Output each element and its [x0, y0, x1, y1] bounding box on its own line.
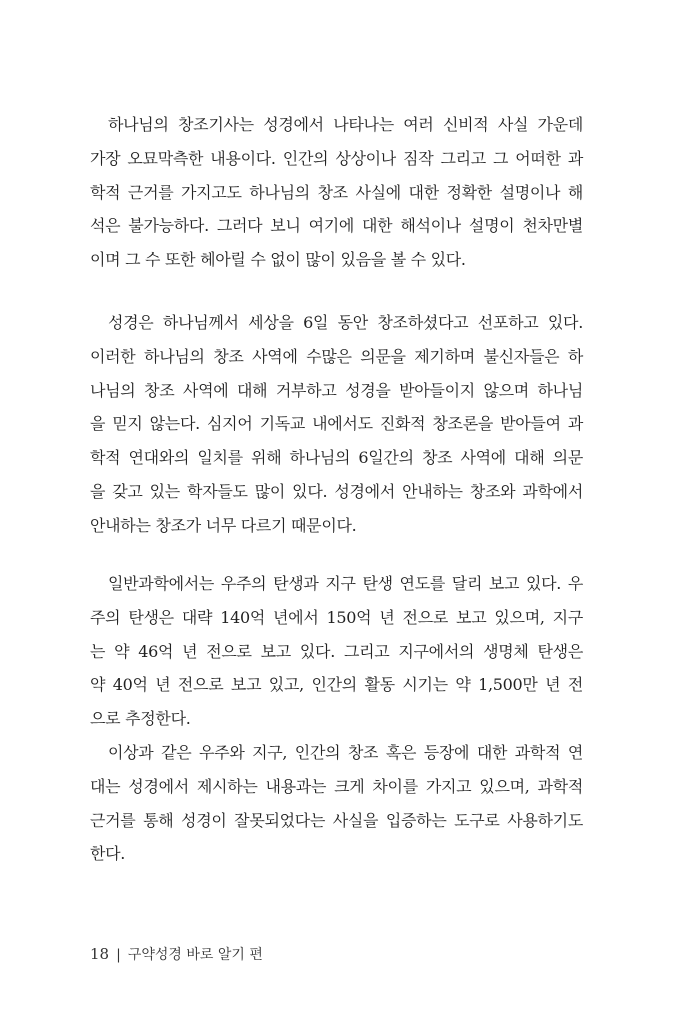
- paragraph-4: [90, 736, 583, 871]
- paragraph-line: 안내하는 창조가 너무 다르기 때문이다.: [90, 515, 357, 535]
- paragraph-line: 하나님의 창조기사는 성경에서 나타나는 여러 신비적 사실 가운데: [108, 115, 583, 134]
- page-number: 18: [90, 945, 110, 963]
- paragraph-line: 을 갖고 있는 학자들도 많이 있다. 성경에서 안내하는 창조와 과학에서: [90, 481, 583, 501]
- paragraph-line: 주의 탄생은 대략 140억 년에서 150억 년 전으로 보고 있으며, 지구: [90, 607, 583, 627]
- paragraph-line: 성경은 하나님께서 세상을 6일 동안 창조하셨다고 선포하고 있다.: [108, 313, 583, 332]
- paragraph-line: 학적 근거를 가지고도 하나님의 창조 사실에 대한 정확한 설명이나 해: [90, 182, 583, 202]
- paragraph-line: 학적 연대와의 일치를 위해 하나님의 6일간의 창조 사역에 대해 의문: [90, 448, 583, 468]
- paragraph-line: 나님의 창조 사역에 대해 거부하고 성경을 받아들이지 않으며 하나님: [90, 380, 583, 400]
- paragraph-line: 한다.: [90, 844, 126, 864]
- page-footer: [90, 944, 263, 965]
- paragraph-line: 가장 오묘막측한 내용이다. 인간의 상상이나 짐작 그리고 그 어떠한 과: [90, 148, 583, 168]
- paragraph-line: 는 약 46억 년 전으로 보고 있다. 그리고 지구에서의 생명체 탄생은: [90, 641, 583, 661]
- paragraph-3: [90, 567, 583, 736]
- footer-separator: |: [116, 947, 121, 963]
- paragraph-line: 을 믿지 않는다. 심지어 기독교 내에서도 진화적 창조론을 받아들여 과: [90, 414, 583, 434]
- paragraph-1: [90, 108, 583, 277]
- paragraph-line: 대는 성경에서 제시하는 내용과는 크게 차이를 가지고 있으며, 과학적: [90, 776, 583, 796]
- paragraph-line: 이러한 하나님의 창조 사역에 수많은 의문을 제기하며 불신자들은 하: [90, 346, 583, 366]
- paragraph-line: 이상과 같은 우주와 지구, 인간의 창조 혹은 등장에 대한 과학적 연: [108, 743, 583, 762]
- paragraph-2: [90, 306, 583, 543]
- paragraph-line: 일반과학에서는 우주의 탄생과 지구 탄생 연도를 달리 보고 있다. 우: [108, 574, 583, 593]
- paragraph-line: 석은 불가능하다. 그러다 보니 여기에 대한 해석이나 설명이 천차만별: [90, 216, 583, 236]
- paragraph-line: 으로 추정한다.: [90, 709, 191, 729]
- book-title: 구약성경 바로 알기 편: [127, 947, 263, 963]
- paragraph-line: 근거를 통해 성경이 잘못되었다는 사실을 입증하는 도구로 사용하기도: [90, 810, 583, 830]
- paragraph-line: 이며 그 수 또한 헤아릴 수 없이 많이 있음을 볼 수 있다.: [90, 250, 466, 270]
- paragraph-line: 약 40억 년 전으로 보고 있고, 인간의 활동 시기는 약 1,500만 년 전: [90, 675, 583, 695]
